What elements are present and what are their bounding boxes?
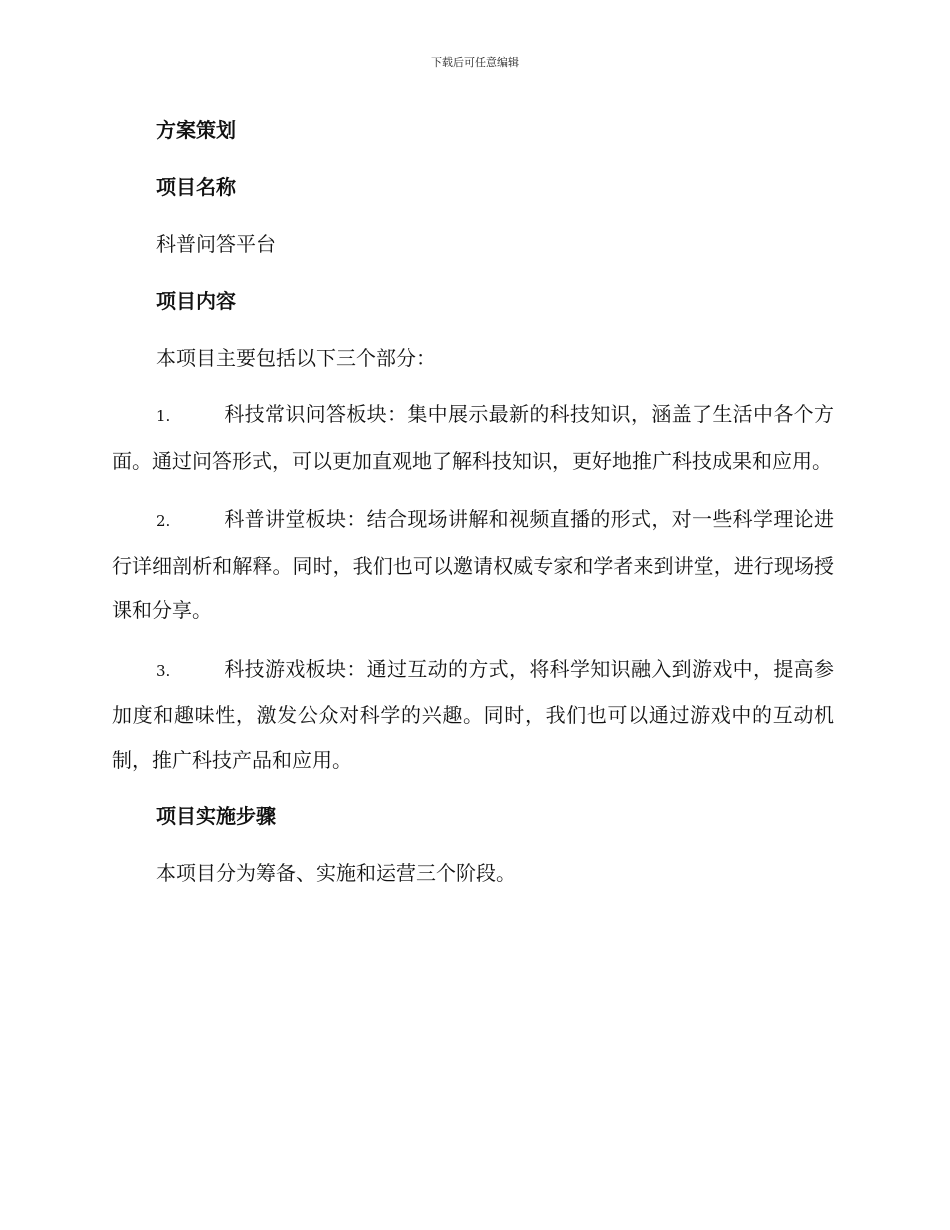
document-title: 方案策划 [156, 118, 236, 142]
section-heading-project-content: 项目内容 [156, 289, 236, 313]
list-item-number: 3. [156, 661, 171, 680]
section-heading-project-name: 项目名称 [156, 175, 236, 199]
list-item-text: 科技常识问答板块：集中展示最新的科技知识，涵盖了生活中各个方面。通过问答形式，可以更加直观地了解科技知识，更好地推广科技成果和应用。 [112, 402, 834, 473]
page-header-note: 下载后可任意编辑 [431, 56, 519, 69]
list-item [112, 497, 834, 633]
document-body [112, 110, 834, 893]
list-item-text: 科普讲堂板块：结合现场讲解和视频直播的形式，对一些科学理论进行详细剖析和解释。同时，我们也可以邀请权威专家和学者来到讲堂，进行现场授课和分享。 [112, 507, 834, 622]
list-item [112, 647, 834, 783]
project-content-intro: 本项目主要包括以下三个部分： [156, 346, 436, 370]
list-item-text: 科技游戏板块：通过互动的方式，将科学知识融入到游戏中，提高参加度和趣味性，激发公众对科学的兴趣。同时，我们也可以通过游戏中的互动机制，推广科技产品和应用。 [112, 656, 834, 772]
project-name-value: 科普问答平台 [156, 232, 276, 256]
section-heading-implementation-steps: 项目实施步骤 [156, 804, 276, 828]
list-item-number: 1. [156, 407, 171, 425]
implementation-steps-text: 本项目分为筹备、实施和运营三个阶段。 [156, 861, 516, 885]
list-item [112, 392, 834, 483]
list-item-number: 2. [156, 512, 171, 530]
